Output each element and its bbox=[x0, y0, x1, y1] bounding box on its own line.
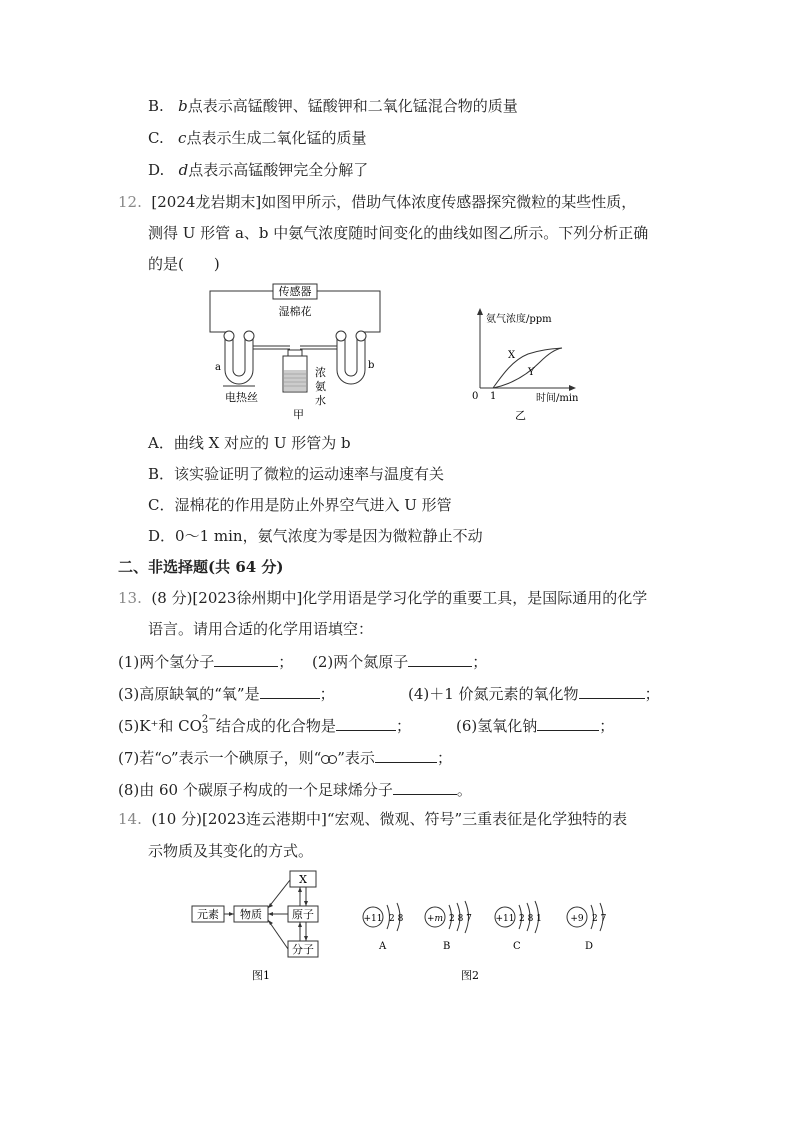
x-axis-label: 时间/min bbox=[536, 393, 578, 404]
figure-yi-caption: 乙 bbox=[515, 409, 526, 422]
q13-item-2: (2)两个氮原子 ； bbox=[312, 650, 487, 672]
figure-2-caption: 图2 bbox=[461, 969, 479, 982]
iodine-molecule-icon bbox=[321, 749, 337, 769]
figure-jia-caption: 甲 bbox=[293, 408, 304, 421]
figure-1-relation-diagram bbox=[190, 866, 325, 986]
q11-option-d: D. d点表示高锰酸钾完全分解了 bbox=[148, 161, 369, 179]
svg-text:+9: +9 bbox=[570, 914, 584, 924]
answer-blank[interactable] bbox=[408, 650, 472, 667]
svg-text:D: D bbox=[585, 941, 594, 952]
curve-x-label: X bbox=[508, 350, 516, 361]
svg-text:2 7: 2 7 bbox=[592, 914, 607, 924]
answer-blank[interactable] bbox=[260, 682, 320, 699]
q12-option-d: D．0～1 min，氨气浓度为零是因为微粒静止不动 bbox=[148, 527, 483, 545]
atom-c bbox=[495, 901, 542, 952]
cotton-label: 湿棉花 bbox=[278, 305, 312, 318]
q13-item-6: (6)氢氧化钠 ； bbox=[456, 714, 614, 736]
q13-item-5: (5)K⁺和 CO 2− 3 结合成的化合物是 ； bbox=[118, 714, 411, 736]
q12-stem-line2: 测得 U 形管 a、b 中氨气浓度随时间变化的曲线如图乙所示。下列分析正确 bbox=[148, 224, 649, 242]
ammonia-label-2: 氨 bbox=[315, 380, 326, 393]
tube-a-label: a bbox=[215, 362, 221, 373]
q14-stem-line1: 14. (10 分)[2023连云港期中]“宏观、微观、符号”三重表征是化学独特的表 bbox=[118, 810, 628, 828]
heater-label: 电热丝 bbox=[225, 391, 258, 404]
answer-blank[interactable] bbox=[579, 682, 645, 699]
ammonia-label-1: 浓 bbox=[315, 366, 326, 379]
q13-item-3: (3)高原缺氧的“氧”是 ； bbox=[118, 682, 335, 704]
svg-text:+m: +m bbox=[426, 914, 444, 924]
svg-text:+11: +11 bbox=[495, 914, 515, 924]
answer-blank[interactable] bbox=[375, 746, 437, 763]
atom-a bbox=[363, 903, 404, 952]
svg-text:+11: +11 bbox=[363, 914, 383, 924]
atom-d bbox=[567, 903, 607, 952]
ammonia-solution bbox=[284, 370, 306, 391]
tube-b-label: b bbox=[368, 360, 375, 371]
ammonia-label-3: 水 bbox=[315, 394, 326, 407]
answer-blank[interactable] bbox=[393, 778, 457, 795]
answer-blank[interactable] bbox=[214, 650, 278, 667]
origin-label: 0 bbox=[472, 391, 479, 402]
iodine-atom-icon bbox=[162, 755, 171, 764]
substance-box: 物质 bbox=[240, 908, 262, 921]
atom-box: 原子 bbox=[292, 908, 314, 921]
q13-item-8: (8)由 60 个碳原子构成的一个足球烯分子 。 bbox=[118, 778, 472, 800]
svg-text:B: B bbox=[443, 941, 451, 952]
figure-jia-apparatus bbox=[205, 278, 400, 423]
section-2-title: 二、非选择题(共 64 分) bbox=[118, 558, 284, 576]
q12-option-c: C．湿棉花的作用是防止外界空气进入 U 形管 bbox=[148, 496, 452, 514]
q11-option-c: C. c点表示生成二氧化锰的质量 bbox=[148, 129, 367, 147]
q14-stem-line2: 示物质及其变化的方式。 bbox=[148, 842, 314, 860]
svg-text:2 8 7: 2 8 7 bbox=[449, 914, 472, 924]
q13-item-4: (4)＋1 价氮元素的氧化物 ； bbox=[408, 682, 660, 704]
q13-stem-line2: 语言。请用合适的化学用语填空： bbox=[148, 620, 374, 638]
svg-text:2 8 1: 2 8 1 bbox=[519, 914, 542, 924]
molecule-box: 分子 bbox=[292, 943, 314, 956]
sensor-label: 传感器 bbox=[278, 285, 312, 298]
curve-y-label: Y bbox=[528, 367, 535, 378]
figure-yi-graph bbox=[468, 308, 578, 423]
q12-option-a: A．曲线 X 对应的 U 形管为 b bbox=[148, 434, 351, 452]
element-box: 元素 bbox=[197, 908, 219, 921]
figure-1-caption: 图1 bbox=[252, 969, 270, 982]
q11-option-b: B. b点表示高锰酸钾、锰酸钾和二氧化锰混合物的质量 bbox=[148, 97, 518, 115]
atom-b bbox=[425, 901, 472, 952]
y-axis-label: 氨气浓度/ppm bbox=[486, 314, 552, 325]
figure-2-atom-structures bbox=[355, 895, 625, 985]
q13-stem-line1: 13. (8 分)[2023徐州期中]化学用语是学习化学的重要工具，是国际通用的化学 bbox=[118, 589, 648, 607]
q12-stem-line3: 的是( ) bbox=[148, 255, 220, 273]
q12-option-b: B．该实验证明了微粒的运动速率与温度有关 bbox=[148, 465, 445, 483]
tick-1-label: 1 bbox=[490, 391, 497, 402]
q13-item-1: (1)两个氢分子 ； bbox=[118, 650, 293, 672]
x-box: X bbox=[299, 873, 307, 886]
svg-text:A: A bbox=[379, 941, 387, 952]
q12-stem-line1: 12. [2024龙岩期末]如图甲所示，借助气体浓度传感器探究微粒的某些性质， bbox=[118, 193, 637, 211]
answer-blank[interactable] bbox=[537, 714, 599, 731]
svg-text:C: C bbox=[513, 941, 521, 952]
q13-item-7: (7)若“ ”表示一个碘原子，则“ ”表示 ； bbox=[118, 746, 452, 769]
svg-text:2 8: 2 8 bbox=[389, 914, 404, 924]
answer-blank[interactable] bbox=[336, 714, 396, 731]
